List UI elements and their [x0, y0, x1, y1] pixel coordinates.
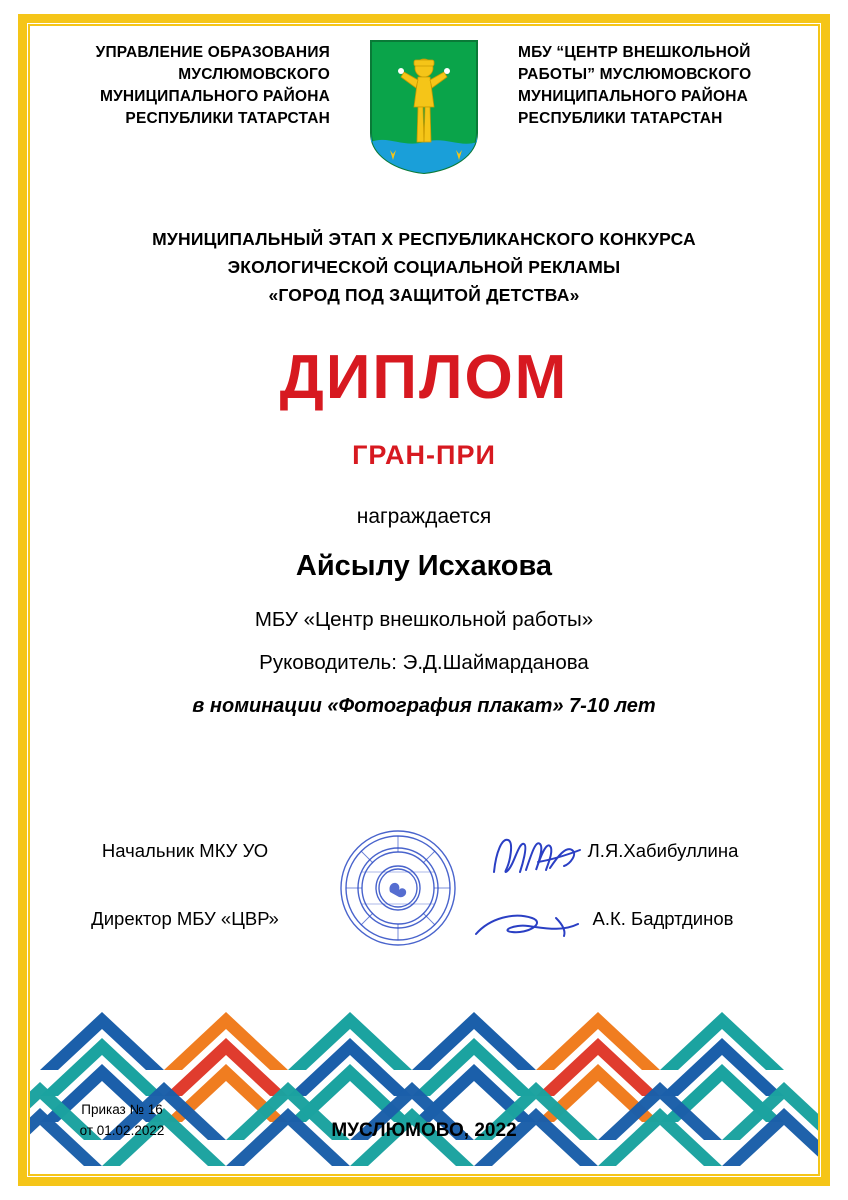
- nomination-text: в номинации «Фотография плакат» 7-10 лет: [192, 695, 656, 717]
- left-org-line-4: РЕСПУБЛИКИ ТАТАРСТАН: [125, 110, 330, 127]
- recipient-organization: МБУ «Центр внешкольной работы»: [254, 608, 594, 631]
- competition-title: [40, 225, 808, 309]
- order-line-2: от 01.02.2022: [79, 1122, 165, 1138]
- signature-name-1: Л.Я.Хабибуллина: [587, 840, 739, 861]
- left-org-line-3: МУНИЦИПАЛЬНОГО РАЙОНА: [99, 88, 330, 105]
- signature-name-2: А.К. Бадртдинов: [592, 908, 734, 929]
- right-org-line-4: РЕСПУБЛИКИ ТАТАРСТАН: [518, 110, 723, 127]
- award-label: ГРАН-ПРИ: [352, 440, 496, 470]
- decorative-chevron-band: [30, 975, 818, 1174]
- right-org-line-1: МБУ “ЦЕНТР ВНЕШКОЛЬНОЙ: [518, 44, 751, 61]
- competition-line-1: МУНИЦИПАЛЬНЫЙ ЭТАП X РЕСПУБЛИКАНСКОГО КОНКУРСА: [152, 229, 696, 249]
- document-header: [40, 38, 808, 176]
- coat-of-arms-icon: [368, 38, 480, 176]
- competition-line-3: «ГОРОД ПОД ЗАЩИТОЙ ДЕТСТВА»: [268, 285, 580, 305]
- supervisor-name: Руководитель: Э.Д.Шаймарданова: [259, 651, 589, 674]
- left-org-line-2: МУСЛЮМОВСКОГО: [178, 66, 330, 83]
- signature-position-1: Начальник МКУ УО: [101, 840, 269, 861]
- handwritten-signature-1: [488, 832, 598, 880]
- official-stamp-icon: [338, 828, 458, 948]
- recipient-name: Айсылу Исхакова: [295, 550, 553, 582]
- signature-position-2: Директор МБУ «ЦВР»: [91, 908, 279, 929]
- right-organization-block: [518, 38, 808, 130]
- awarded-label: награждается: [356, 505, 492, 528]
- handwritten-signature-2: [470, 908, 590, 946]
- place-and-year: МУСЛЮМОВО, 2022: [331, 1120, 517, 1141]
- left-organization-block: [40, 38, 330, 130]
- right-org-line-2: РАБОТЫ” МУСЛЮМОВСКОГО: [518, 66, 752, 83]
- right-org-line-3: МУНИЦИПАЛЬНОГО РАЙОНА: [518, 88, 749, 105]
- page-title: ДИПЛОМ: [279, 343, 569, 412]
- competition-line-2: ЭКОЛОГИЧЕСКОЙ СОЦИАЛЬНОЙ РЕКЛАМЫ: [227, 257, 621, 277]
- left-org-line-1: УПРАВЛЕНИЕ ОБРАЗОВАНИЯ: [95, 44, 330, 61]
- order-line-1: Приказ № 16: [81, 1102, 163, 1117]
